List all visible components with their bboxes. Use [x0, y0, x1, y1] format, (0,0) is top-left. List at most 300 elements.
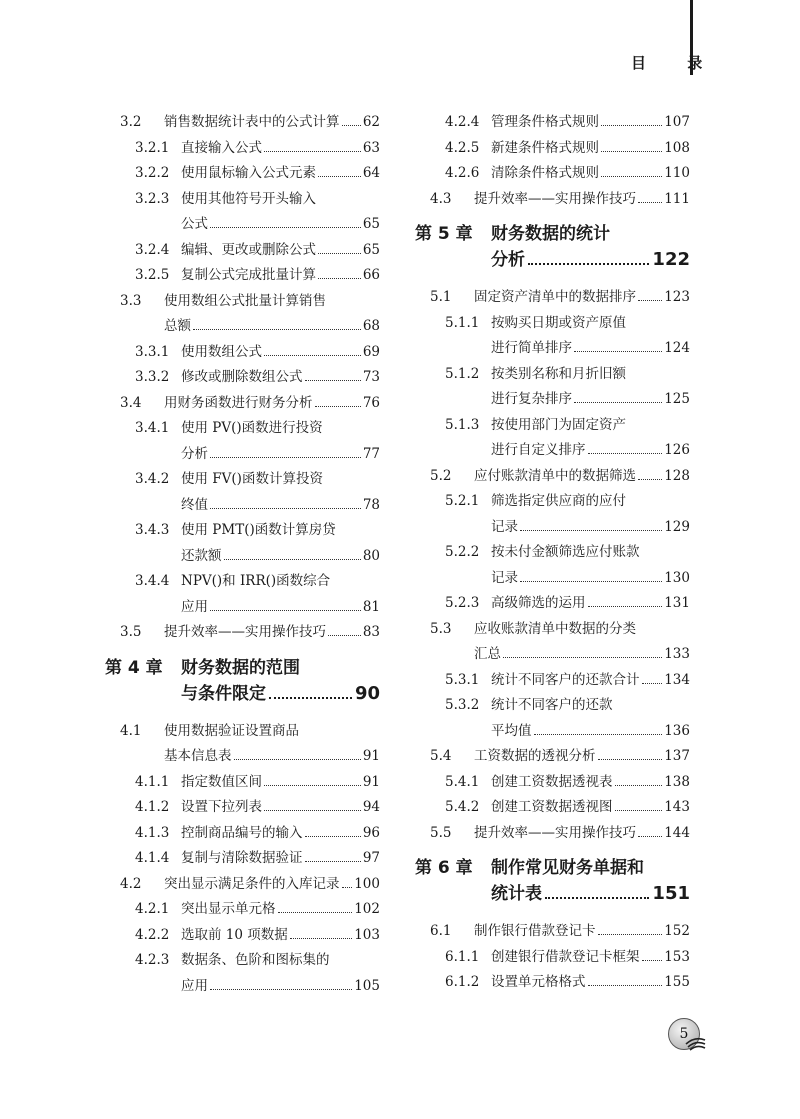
section-number: 3.2 [120, 114, 142, 130]
section-title: 提升效率——实用操作技巧 [474, 824, 636, 841]
toc-subsection-entry [105, 467, 380, 518]
toc-subsection-entry [105, 923, 380, 949]
toc-entry-continuation [105, 212, 380, 238]
section-title-cont: 基本信息表 [164, 748, 232, 764]
toc-entry-continuation [415, 719, 690, 745]
toc-section-entry [105, 719, 380, 770]
toc-subsection-entry [105, 161, 380, 187]
chapter-title: 财务数据的统计 [491, 224, 610, 244]
page-number: 5 [668, 1018, 700, 1050]
section-title-cont: 总额 [164, 318, 191, 334]
toc-entry-line [415, 362, 690, 388]
section-title-cont: 记录 [491, 518, 518, 535]
toc-subsection-entry [105, 263, 380, 289]
toc-subsection-entry [105, 948, 380, 999]
dot-leader [234, 759, 361, 760]
toc-entry-line [105, 897, 380, 923]
toc-subsection-entry [415, 693, 690, 744]
chapter-title: 制作常见财务单据和 [491, 858, 644, 878]
toc-entry-line [415, 970, 690, 996]
section-page-number: 80 [362, 547, 380, 564]
dot-leader [601, 176, 662, 177]
section-title-cont: 公式 [181, 216, 208, 232]
section-title: 新建条件格式规则 [491, 139, 599, 156]
toc-section-entry [415, 285, 690, 311]
section-number: 5.5 [430, 824, 452, 841]
dot-leader [503, 657, 662, 658]
section-page-number: 65 [362, 216, 380, 232]
chapter-title-cont: 统计表 [491, 884, 542, 904]
section-number: 3.3.2 [135, 369, 170, 385]
section-page-number: 124 [664, 340, 690, 356]
section-number: 3.2.1 [135, 139, 170, 156]
section-number: 3.2.2 [135, 165, 170, 181]
toc-subsection-entry [105, 238, 380, 264]
section-title-cont: 应用 [181, 977, 208, 994]
section-number: 4.2.6 [445, 165, 480, 181]
toc-entry-line [105, 719, 380, 745]
toc-entry-continuation [105, 314, 380, 340]
toc-subsection-entry [415, 136, 690, 162]
toc-entry-line [415, 540, 690, 566]
section-number: 3.4.2 [135, 471, 170, 487]
dot-leader [269, 697, 352, 699]
dot-leader [210, 989, 352, 990]
section-number: 3.4 [120, 394, 142, 411]
section-page-number: 63 [362, 139, 380, 156]
section-page-number: 128 [664, 467, 690, 484]
section-number: 5.4.1 [445, 773, 480, 790]
section-title: 应付账款清单中的数据筛选 [474, 467, 636, 484]
toc-entry-line [105, 238, 380, 264]
toc-entry-continuation [415, 336, 690, 362]
section-number: 4.1.2 [135, 799, 170, 815]
chapter-title-cont: 分析 [491, 250, 525, 270]
toc-subsection-entry [415, 770, 690, 796]
chapter-page-number: 90 [354, 682, 380, 704]
section-title-cont: 分析 [181, 445, 208, 462]
section-page-number: 83 [362, 624, 380, 640]
section-title: 修改或删除数组公式 [181, 369, 303, 385]
toc-subsection-entry [415, 591, 690, 617]
dot-leader [528, 263, 649, 265]
chapter-title-line [415, 221, 690, 247]
toc-right-column [415, 110, 690, 996]
section-page-number: 65 [362, 241, 380, 258]
toc-entry-line [415, 744, 690, 770]
section-title: 控制商品编号的输入 [181, 824, 303, 841]
section-title: 高级筛选的运用 [491, 595, 586, 611]
section-number: 5.4 [430, 748, 452, 764]
section-page-number: 144 [664, 824, 690, 841]
section-page-number: 73 [362, 369, 380, 385]
section-title: 创建工资数据透视表 [491, 773, 613, 790]
section-title: 使用 FV()函数计算投资 [181, 471, 323, 487]
section-title-cont: 进行复杂排序 [491, 391, 572, 407]
section-number: 5.3.1 [445, 671, 480, 688]
section-title: 应收账款清单中数据的分类 [474, 620, 636, 637]
section-title: 选取前 10 项数据 [181, 926, 288, 943]
section-title: 使用其他符号开头输入 [181, 190, 316, 207]
toc-entry-line [105, 110, 380, 136]
section-title: 统计不同客户的还款合计 [491, 671, 640, 688]
dot-leader [615, 810, 663, 811]
section-number: 3.2.3 [135, 190, 170, 207]
toc-entry-line [415, 489, 690, 515]
toc-entry-line [415, 285, 690, 311]
section-page-number: 155 [664, 974, 690, 990]
section-number: 5.1.2 [445, 365, 480, 382]
chapter-title-continuation [105, 681, 380, 707]
section-title-cont: 进行自定义排序 [491, 442, 586, 458]
section-title: 提升效率——实用操作技巧 [474, 190, 636, 207]
section-page-number: 133 [664, 646, 690, 662]
chapter-page-number: 151 [652, 883, 690, 904]
section-title: 使用数组公式批量计算销售 [164, 292, 326, 309]
toc-entry-line [105, 846, 380, 872]
toc-entry-continuation [415, 642, 690, 668]
dot-leader [210, 457, 361, 458]
section-number: 5.1.1 [445, 314, 480, 331]
section-page-number: 66 [362, 267, 380, 283]
chapter-title: 财务数据的范围 [181, 657, 300, 678]
section-title: 数据条、色阶和图标集的 [181, 952, 330, 968]
toc-entry-line [105, 187, 380, 213]
section-title-cont: 终值 [181, 496, 208, 513]
section-number: 5.3.2 [445, 697, 480, 713]
section-page-number: 91 [362, 748, 380, 764]
dot-leader [342, 125, 361, 126]
toc-entry-continuation [415, 566, 690, 592]
section-number: 5.2.1 [445, 493, 480, 509]
dot-leader [601, 151, 662, 152]
dot-leader [224, 559, 361, 560]
dot-leader [534, 734, 663, 735]
section-number: 4.1 [120, 722, 142, 739]
section-page-number: 68 [362, 318, 380, 334]
section-title: 按使用部门为固定资产 [491, 416, 626, 433]
section-number: 4.2 [120, 875, 142, 892]
dot-leader [520, 530, 662, 531]
dot-leader [638, 202, 662, 203]
section-title: 创建银行借款登记卡框架 [491, 948, 640, 965]
section-number: 3.2.5 [135, 267, 170, 283]
section-page-number: 105 [354, 977, 380, 994]
dot-leader [545, 897, 649, 899]
dot-leader [278, 912, 353, 913]
section-page-number: 96 [362, 824, 380, 841]
toc-subsection-entry [415, 540, 690, 591]
section-number: 3.3 [120, 292, 142, 309]
toc-entry-line [105, 365, 380, 391]
section-number: 4.2.2 [135, 926, 170, 943]
section-page-number: 131 [664, 595, 690, 611]
section-title: 突出显示单元格 [181, 901, 276, 917]
toc-subsection-entry [415, 413, 690, 464]
section-page-number: 64 [362, 165, 380, 181]
toc-entry-line [105, 391, 380, 417]
toc-entry-line [105, 136, 380, 162]
section-page-number: 111 [664, 190, 690, 207]
section-number: 5.1.3 [445, 416, 480, 433]
section-title-cont: 平均值 [491, 722, 532, 739]
dot-leader [342, 887, 353, 888]
section-number: 5.2 [430, 467, 452, 484]
toc-subsection-entry [105, 770, 380, 796]
dot-leader [305, 836, 361, 837]
section-number: 5.2.3 [445, 595, 480, 611]
toc-entry-continuation [415, 387, 690, 413]
section-title: 管理条件格式规则 [491, 114, 599, 130]
toc-entry-line [415, 617, 690, 643]
dot-leader [601, 125, 662, 126]
toc-entry-line [415, 413, 690, 439]
section-page-number: 138 [664, 773, 690, 790]
dot-leader [290, 938, 352, 939]
section-number: 5.2.2 [445, 544, 480, 560]
section-page-number: 108 [664, 139, 690, 156]
section-number: 4.3 [430, 190, 452, 207]
section-title: 统计不同客户的还款 [491, 697, 613, 713]
section-title: 使用鼠标输入公式元素 [181, 165, 316, 181]
chapter-number: 第 5 章 [415, 224, 473, 244]
section-title: 按购买日期或资产原值 [491, 314, 626, 331]
section-number: 5.4.2 [445, 799, 480, 815]
section-title: 工资数据的透视分析 [474, 748, 596, 764]
section-title: 筛选指定供应商的应付 [491, 493, 626, 509]
toc-subsection-entry [415, 311, 690, 362]
chapter-heading [105, 655, 380, 707]
chapter-title-continuation [415, 247, 690, 273]
toc-entry-line [105, 518, 380, 544]
section-page-number: 103 [354, 926, 380, 943]
toc-section-entry [415, 919, 690, 945]
chapter-title-line [105, 655, 380, 681]
section-page-number: 136 [664, 722, 690, 739]
section-page-number: 152 [664, 923, 690, 939]
section-title: 用财务函数进行财务分析 [164, 394, 313, 411]
section-number: 3.4.4 [135, 573, 170, 589]
toc-entry-line [415, 821, 690, 847]
toc-subsection-entry [105, 795, 380, 821]
section-page-number: 130 [664, 569, 690, 586]
section-title: 创建工资数据透视图 [491, 799, 613, 815]
dot-leader [318, 176, 361, 177]
toc-subsection-entry [105, 365, 380, 391]
toc-subsection-entry [105, 897, 380, 923]
toc-entry-continuation [415, 515, 690, 541]
toc-entry-line [105, 263, 380, 289]
dot-leader [598, 759, 663, 760]
section-number: 6.1 [430, 923, 452, 939]
toc-entry-continuation [415, 438, 690, 464]
section-title: 复制与清除数据验证 [181, 850, 303, 866]
section-page-number: 126 [664, 442, 690, 458]
toc-entry-line [415, 591, 690, 617]
section-number: 4.2.4 [445, 114, 480, 130]
section-page-number: 102 [354, 901, 380, 917]
section-number: 4.2.5 [445, 139, 480, 156]
dot-leader [318, 253, 361, 254]
dot-leader [638, 479, 662, 480]
toc-entry-line [105, 340, 380, 366]
section-title: 设置下拉列表 [181, 799, 262, 815]
section-title: 按未付金额筛选应付账款 [491, 544, 640, 560]
section-number: 5.1 [430, 289, 452, 305]
toc-section-entry [415, 617, 690, 668]
section-number: 4.1.4 [135, 850, 170, 866]
toc-subsection-entry [105, 518, 380, 569]
section-page-number: 91 [362, 773, 380, 790]
toc-entry-line [105, 948, 380, 974]
toc-subsection-entry [105, 846, 380, 872]
section-title-cont: 还款额 [181, 547, 222, 564]
toc-left-column [105, 110, 380, 999]
toc-entry-line [415, 795, 690, 821]
section-title-cont: 进行简单排序 [491, 340, 572, 356]
section-title: 设置单元格格式 [491, 974, 586, 990]
toc-section-entry [415, 821, 690, 847]
toc-entry-continuation [105, 974, 380, 1000]
toc-entry-line [105, 620, 380, 646]
dot-leader [264, 785, 361, 786]
section-page-number: 78 [362, 496, 380, 513]
section-page-number: 110 [664, 165, 690, 181]
section-title: 固定资产清单中的数据排序 [474, 289, 636, 305]
section-page-number: 123 [664, 289, 690, 305]
toc-entry-line [105, 467, 380, 493]
section-title: 使用数据验证设置商品 [164, 722, 299, 739]
section-number: 3.2.4 [135, 241, 170, 258]
dot-leader [264, 151, 361, 152]
section-page-number: 97 [362, 850, 380, 866]
dot-leader [588, 985, 663, 986]
dot-leader [588, 606, 663, 607]
toc-section-entry [415, 744, 690, 770]
dot-leader [574, 402, 662, 403]
section-number: 3.4.3 [135, 522, 170, 538]
section-title: 使用数组公式 [181, 343, 262, 360]
section-page-number: 100 [354, 875, 380, 892]
toc-entry-line [415, 693, 690, 719]
toc-section-entry [415, 464, 690, 490]
toc-entry-continuation [105, 744, 380, 770]
toc-entry-line [105, 289, 380, 315]
toc-section-entry [415, 187, 690, 213]
dot-leader [642, 683, 663, 684]
section-page-number: 143 [664, 799, 690, 815]
toc-section-entry [105, 391, 380, 417]
dot-leader [193, 329, 361, 330]
toc-subsection-entry [105, 340, 380, 366]
toc-subsection-entry [105, 136, 380, 162]
toc-entry-line [105, 416, 380, 442]
toc-entry-line [415, 161, 690, 187]
section-page-number: 77 [362, 445, 380, 462]
toc-subsection-entry [415, 362, 690, 413]
dot-leader [638, 300, 662, 301]
dot-leader [638, 836, 662, 837]
toc-entry-line [415, 668, 690, 694]
dot-leader [315, 406, 361, 407]
chapter-number: 第 4 章 [105, 657, 163, 678]
section-page-number: 69 [362, 343, 380, 360]
toc-subsection-entry [415, 161, 690, 187]
page-number-badge [668, 1018, 702, 1052]
dot-leader [210, 508, 361, 509]
section-title: 销售数据统计表中的公式计算 [164, 114, 340, 130]
chapter-title-cont: 与条件限定 [181, 683, 266, 704]
toc-subsection-entry [415, 668, 690, 694]
section-title-cont: 应用 [181, 598, 208, 615]
chapter-heading [415, 855, 690, 907]
toc-entry-line [415, 945, 690, 971]
chapter-number: 第 6 章 [415, 858, 473, 878]
toc-subsection-entry [415, 110, 690, 136]
dot-leader [642, 960, 663, 961]
section-title-cont: 记录 [491, 569, 518, 586]
section-page-number: 107 [664, 114, 690, 130]
toc-entry-line [105, 569, 380, 595]
section-number: 3.4.1 [135, 420, 170, 436]
dot-leader [574, 351, 662, 352]
chapter-page-number: 122 [652, 249, 690, 270]
toc-entry-line [415, 770, 690, 796]
toc-entry-continuation [105, 595, 380, 621]
toc-entry-continuation [105, 442, 380, 468]
toc-section-entry [105, 620, 380, 646]
toc-entry-line [415, 311, 690, 337]
section-title: 编辑、更改或删除公式 [181, 241, 316, 258]
section-title-cont: 汇总 [474, 646, 501, 662]
dot-leader [264, 810, 361, 811]
dot-leader [264, 355, 361, 356]
page-header-title: 目 录 [631, 54, 721, 72]
toc-entry-line [105, 872, 380, 898]
chapter-title-line [415, 855, 690, 881]
swoosh-icon [684, 1032, 706, 1054]
toc-entry-line [105, 770, 380, 796]
dot-leader [520, 581, 662, 582]
section-number: 6.1.2 [445, 974, 480, 990]
toc-section-entry [105, 289, 380, 340]
toc-entry-line [105, 161, 380, 187]
toc-subsection-entry [415, 795, 690, 821]
section-page-number: 81 [362, 598, 380, 615]
dot-leader [210, 610, 361, 611]
toc-subsection-entry [105, 821, 380, 847]
section-title: 使用 PMT()函数计算房贷 [181, 522, 336, 538]
section-title: 清除条件格式规则 [491, 165, 599, 181]
section-title: 提升效率——实用操作技巧 [164, 624, 326, 640]
section-title: 突出显示满足条件的入库记录 [164, 875, 340, 892]
dot-leader [615, 785, 663, 786]
section-number: 4.2.1 [135, 901, 170, 917]
section-title: 直接输入公式 [181, 139, 262, 156]
section-page-number: 137 [664, 748, 690, 764]
dot-leader [318, 278, 361, 279]
toc-entry-line [105, 923, 380, 949]
section-page-number: 94 [362, 799, 380, 815]
toc-entry-continuation [105, 544, 380, 570]
toc-entry-line [415, 919, 690, 945]
toc-subsection-entry [415, 945, 690, 971]
section-title: 制作银行借款登记卡 [474, 923, 596, 939]
section-number: 5.3 [430, 620, 452, 637]
section-number: 3.3.1 [135, 343, 170, 360]
toc-entry-line [105, 821, 380, 847]
section-page-number: 76 [362, 394, 380, 411]
